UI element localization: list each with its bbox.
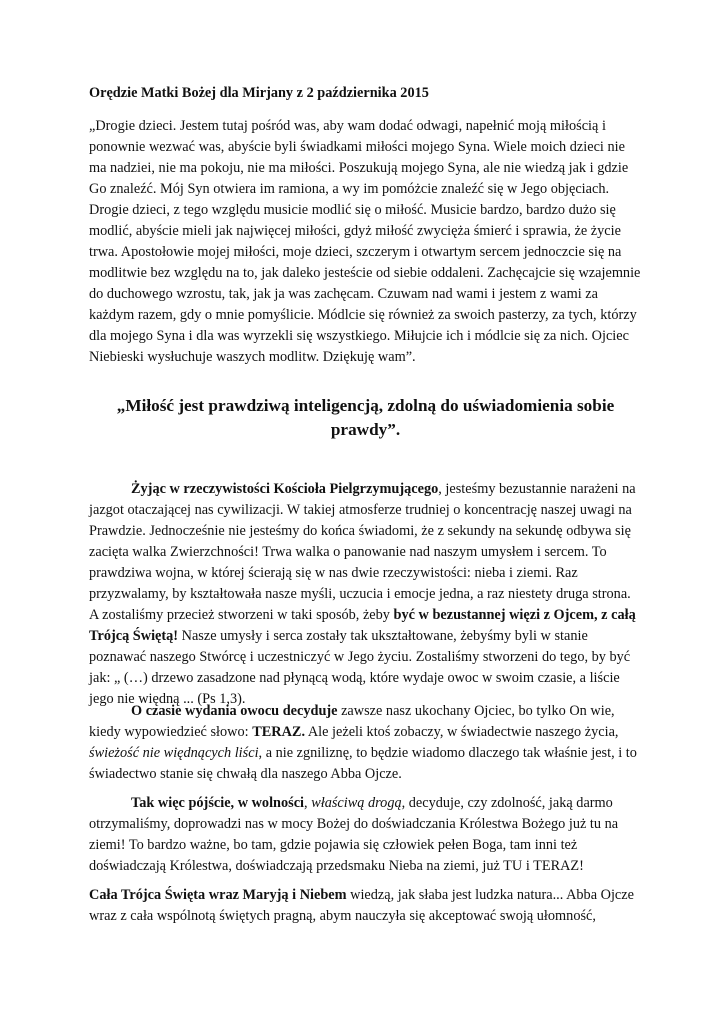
p1-text-b: Nasze umysły i serca zostały tak ukształtowane, żebyśmy byli w stanie poznawać naszego Stwórcę i uczestniczyć w Jego życiu. Zostaliśmy stworzeni do tego, by być jak: „ (…) drzewo zasadzone nad płynącą wodą, które wydaje owoc w swoim czasie, a liście jego nie więdną ... (Ps 1,3). (89, 628, 631, 707)
p2-bold-mid: TERAZ. (252, 724, 306, 740)
p3-bold-lead: Tak więc pójście, w wolności (131, 795, 305, 811)
message-title: Orędzie Matki Bożej dla Mirjany z 2 października 2015 (89, 85, 429, 101)
p3-text-b: , decyduje, czy zdolność, jaką darmo otrzymaliśmy, doprowadzi nas w mocy Bożej do doświadczania Królestwa Bożego już tu na ziemi! To bardzo ważne, bo tam, gdzie pojawia się człowiek pełen Boga, tam inni też doświadczają Królestwa, doświadczają przedsmaku Nieba na ziemi, już TU i TERAZ! (89, 795, 619, 874)
paragraph-3 (89, 793, 642, 877)
p4-text-a: wiedzą, jak słaba jest ludzka natura... Abba Ojcze wraz z cała wspólnotą świętych pragną, abym nauczyła się akceptować swoją ułomność, (89, 887, 634, 924)
quote-heading: „Miłość jest prawdziwą inteligencją, zdolną do uświadomienia sobie prawdy”. (116, 396, 615, 439)
p4-bold-lead: Cała Trójca Święta wraz Maryją i Niebem (89, 887, 347, 903)
paragraph-1 (89, 479, 642, 710)
p1-text-a: , jesteśmy bezustannie narażeni na jazgot otaczającej nas cywilizacji. W takiej atmosferze trudniej o koncentrację naszej uwagi na Prawdzie. Jednocześnie nie jesteśmy do końca świadomi, że z sekundy na sekundę odbywa się zacięta walka Zwierzchności! Trwa walka o panowanie nad naszym umysłem i sercem. To prawdziwa wojna, w której ścierają się w nas dwie rzeczywistości: nieba i ziemi. Raz przyzwalamy, by kształtowała nasze myśli, uczucia i emocje jedna, a raz niestety druga strona. A zostaliśmy przecież stworzeni w taki sposób, żeby (89, 481, 636, 623)
paragraph-4 (89, 885, 642, 927)
p3-italic: właściwą drogą (311, 795, 402, 811)
paragraph-2 (89, 701, 642, 785)
p2-text-c: , a nie zgniliznę, to będzie wiadomo dlaczego tak właśnie jest, i to świadectwo stanie się chwałą dla naszego Abba Ojcze. (89, 745, 637, 782)
p1-bold-mid: być w bezustannej więzi z Ojcem, z całą Trójcą Świętą! (89, 607, 636, 644)
p1-bold-lead: Żyjąc w rzeczywistości Kościoła Pielgrzymującego (131, 481, 439, 497)
p2-text-b: Ale jeżeli ktoś zobaczy, w świadectwie naszego życia, (305, 724, 619, 740)
p2-text-a: zawsze nasz ukochany Ojciec, bo tylko On wie, kiedy wypowiedzieć słowo: (89, 703, 615, 740)
message-body: „Drogie dzieci. Jestem tutaj pośród was, aby wam dodać odwagi, napełnić moją miłością i ponownie wezwać was, abyście byli świadkami miłości mojego Syna. Wiele moich dzieci nie ma nadziei, nie ma pokoju, nie ma miłości. Poszukują mojego Syna, ale nie wiedzą jak i gdzie Go znaleźć. Mój Syn otwiera im ramiona, a wy im pomóżcie znaleźć się w Jego objęciach. Drogie dzieci, z tego względu musicie modlić się o miłość. Musicie bardzo, bardzo dużo się modlić, abyście mieli jak najwięcej miłości, gdyż miłość zwycięża śmierć i sprawia, że życie trwa. Apostołowie mojej miłości, moje dzieci, szczerym i otwartym sercem jednoczcie się na modlitwie bez względu na to, jak daleko jesteście od siebie oddaleni. Zachęcajcie się wzajemnie do duchowego wzrostu, tak, jak ja was zachęcam. Czuwam nad wami i jestem z wami za każdym razem, gdy o mnie pomyślicie. Módlcie się również za swoich pasterzy, za tych, którzy dla mojego Syna i dla was wyrzekli się wszystkiego. Miłujcie ich i módlcie się za nich. Ojciec Niebieski wysłuchuje waszych modlitw. Dziękuję wam”. (89, 118, 641, 365)
p2-bold-lead: O czasie wydania owocu decyduje (131, 703, 338, 719)
p2-italic: świeżość nie więdnących liści (89, 745, 259, 761)
p3-text-a: , (304, 795, 312, 811)
